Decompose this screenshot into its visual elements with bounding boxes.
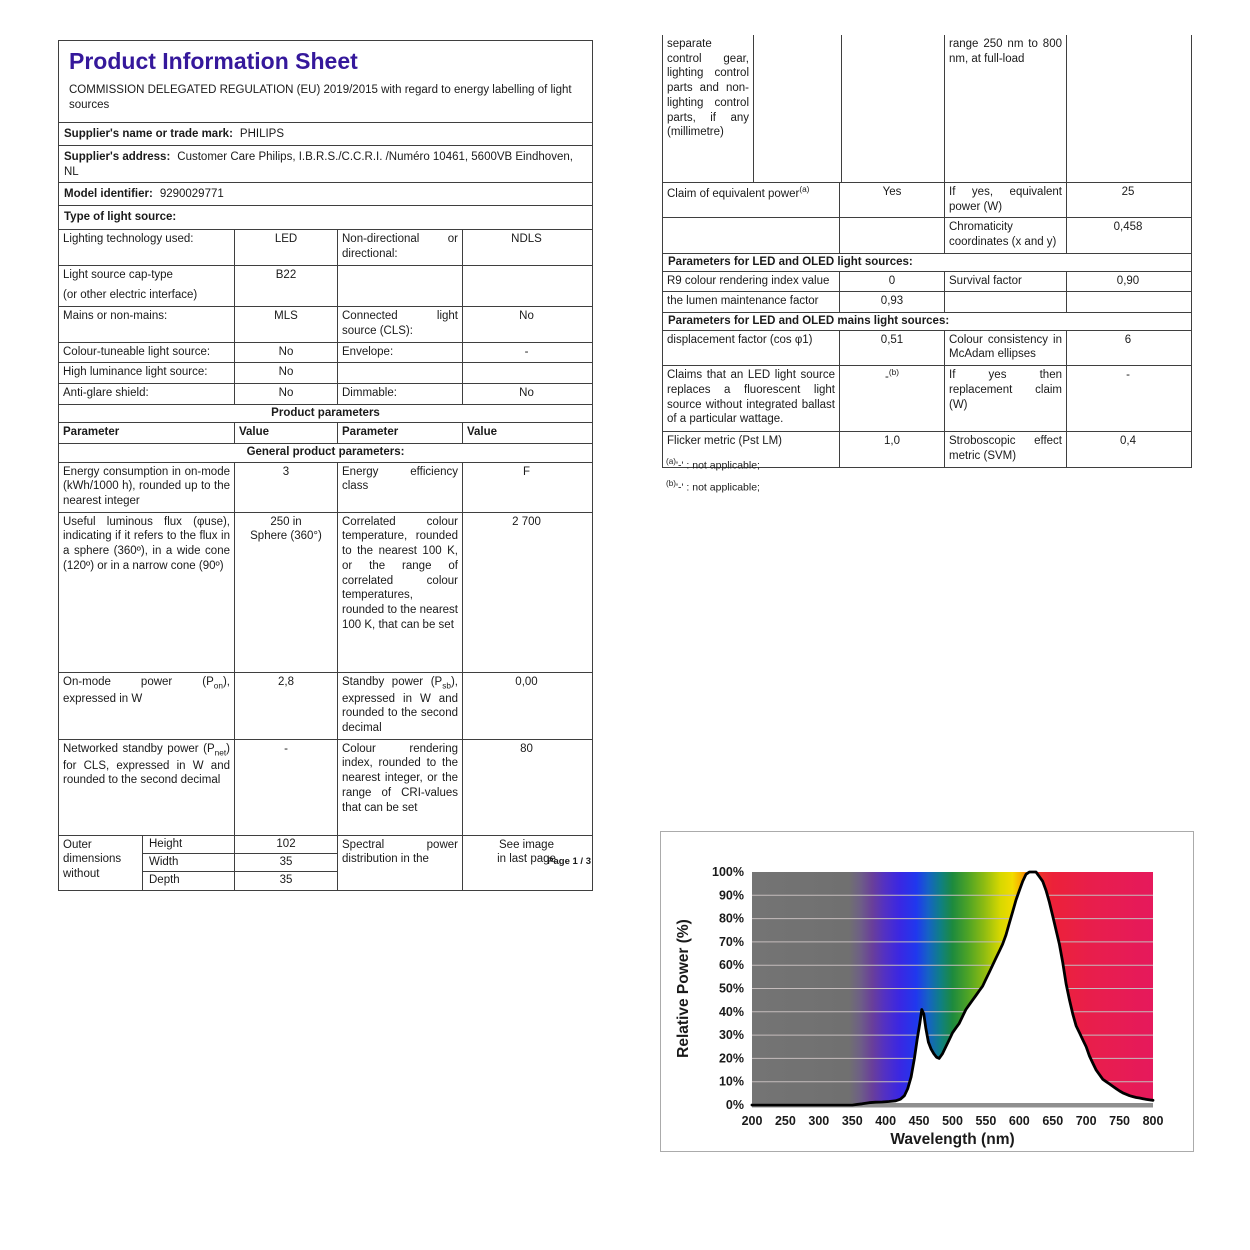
value-cell: -	[1066, 366, 1189, 431]
y-tick-label: 0%	[725, 1098, 744, 1112]
param-cell: Colour consistency in McAdam ellipses	[944, 331, 1066, 365]
value-cell	[1066, 292, 1189, 312]
param-cell: If yes, equivalent power (W)	[944, 183, 1066, 217]
onmode-sub: on	[213, 680, 223, 690]
flux-value-line2: Sphere (360°)	[250, 530, 322, 543]
param-cell: R9 colour rendering index value	[667, 274, 830, 287]
y-tick-label: 70%	[718, 934, 744, 949]
column-header: Value	[234, 423, 337, 443]
networked-label-post: ) for CLS, expressed in W and rounded to the second decimal	[63, 742, 230, 787]
table-row	[59, 739, 592, 835]
column-header: Value	[462, 423, 590, 443]
dimension-value: 35	[234, 872, 337, 889]
x-tick-label: 550	[975, 1114, 997, 1128]
y-tick-label: 20%	[718, 1051, 744, 1066]
table-row	[59, 512, 592, 672]
param-cell: displacement factor (cos φ1)	[667, 333, 813, 346]
cap-type-line1: Light source cap-type	[63, 268, 173, 281]
table-row	[59, 342, 592, 363]
networked-sub: net	[214, 748, 227, 757]
value-cell: 0,90	[1066, 272, 1189, 292]
supplier-address-value: Customer Care Philips, I.B.R.S./C.C.R.I. /Numéro 10461, 5600VB Eindhoven, NL	[64, 150, 573, 178]
x-tick-label: 450	[908, 1114, 930, 1128]
y-tick-label: 50%	[718, 981, 744, 996]
dimension-line	[142, 871, 337, 889]
param-cell: separate control gear, lighting control parts and non-lighting control parts, if any (millimetre)	[667, 38, 749, 139]
model-row	[59, 182, 592, 205]
claim-label: Claim of equivalent power	[667, 187, 800, 200]
value-cell	[839, 218, 944, 252]
param-cell: Energy consumption in on-mode (kWh/1000 h), rounded up to the nearest integer	[63, 465, 230, 507]
value-cell: 0	[839, 272, 944, 292]
claims-dash: -	[885, 371, 889, 384]
x-tick-label: 350	[841, 1114, 863, 1128]
value-cell: MLS	[234, 307, 337, 341]
value-cell: LED	[234, 230, 337, 264]
claims-footnote-ref: (b)	[888, 368, 899, 378]
param-cell: Spectral power distribution in the	[337, 836, 462, 890]
param-cell	[59, 673, 234, 739]
section-header-row	[59, 404, 592, 422]
table-row	[59, 383, 592, 404]
value-cell: 6	[1066, 331, 1189, 365]
section-header-row	[59, 443, 592, 462]
param-cell	[663, 218, 839, 252]
table-row	[663, 217, 1191, 252]
footnote-a-marker: (a)	[666, 457, 676, 466]
product-params-header: Product parameters	[271, 406, 380, 419]
param-cell: Anti-glare shield:	[63, 387, 149, 400]
param-cell	[337, 673, 462, 739]
section-header-row	[663, 253, 1191, 271]
dimension-value: 35	[234, 854, 337, 871]
table-row	[663, 182, 1191, 217]
value-cell: No	[234, 343, 337, 363]
value-cell: 1,0	[839, 432, 944, 466]
param-cell: Colour rendering index, rounded to the nearest integer, or the range of CRI-values that can be set	[337, 740, 462, 835]
y-axis-title: Relative Power (%)	[675, 919, 692, 1058]
param-cell	[59, 740, 234, 835]
claim-footnote-ref: (a)	[799, 185, 810, 194]
value-cell: 0,458	[1066, 218, 1189, 252]
y-tick-label: 100%	[712, 865, 744, 879]
value-cell: 0,00	[462, 673, 590, 739]
x-tick-label: 250	[774, 1114, 796, 1128]
x-tick-label: 750	[1109, 1114, 1131, 1128]
table-row	[663, 271, 1191, 292]
value-cell: 80	[462, 740, 590, 835]
onmode-label: On-mode power (P	[63, 675, 214, 688]
dimension-label: Depth	[142, 872, 234, 889]
x-tick-label: 800	[1142, 1114, 1164, 1128]
spd-chart	[660, 831, 1194, 1152]
page-2	[662, 35, 1192, 468]
value-cell: Yes	[839, 183, 944, 217]
param-cell	[944, 292, 1066, 312]
param-cell: Colour-tuneable light source:	[63, 345, 211, 358]
dimension-label: Height	[142, 836, 234, 853]
value-cell	[839, 366, 944, 431]
value-cell: No	[234, 384, 337, 404]
x-tick-label: 300	[808, 1114, 830, 1128]
param-cell: range 250 nm to 800 nm, at full-load	[944, 35, 1066, 182]
footnote-a	[666, 457, 760, 472]
footnote-b-marker: (b)	[666, 478, 676, 488]
param-cell: Useful luminous flux (φuse), indicating if it refers to the flux in a sphere (360º), in a wide cone (120º) or in a narrow cone (90º)	[63, 515, 230, 572]
value-cell: -	[234, 740, 337, 835]
value-cell: F	[462, 463, 590, 512]
cap-type-line2: (or other electric interface)	[63, 289, 198, 302]
supplier-address-cell	[64, 150, 587, 179]
onmode-label-post: ), expressed in W	[63, 675, 230, 705]
param-cell: Survival factor	[944, 272, 1066, 292]
dimension-line	[142, 836, 337, 853]
param-cell: Stroboscopic effect metric (SVM)	[944, 432, 1066, 466]
param-cell: Lighting technology used:	[63, 233, 194, 246]
standby-sub: sb	[442, 680, 451, 690]
param-cell: Correlated colour temperature, rounded to the nearest 100 K, or the range of correlated colour temperatures, rounded to the nearest 100 K, that can be set	[337, 513, 462, 672]
see-image-line2: in last page	[497, 853, 556, 866]
param-cell: Claims that an LED light source replaces a fluorescent light source without integrated ballast of a particular wattage.	[667, 369, 835, 426]
supplier-address-label: Supplier's address:	[64, 150, 171, 163]
value-cell	[753, 35, 841, 182]
value-cell	[462, 363, 590, 383]
page-title: Product Information Sheet	[69, 48, 358, 74]
param-cell	[337, 363, 462, 383]
flux-value-line1: 250 in	[270, 515, 302, 528]
table-row	[59, 306, 592, 341]
value-cell	[234, 513, 337, 672]
value-cell: 3	[234, 463, 337, 512]
regulation-text: COMMISSION DELEGATED REGULATION (EU) 2019/2015 with regard to energy labelling of light sources	[69, 84, 572, 112]
footnote-b-text: '-' : not applicable;	[676, 481, 760, 493]
dimension-label: Width	[142, 854, 234, 871]
table-row	[59, 462, 592, 512]
column-header-row	[59, 422, 592, 443]
type-header: Type of light source:	[64, 211, 177, 224]
param-cell: the lumen maintenance factor	[667, 295, 819, 308]
table-row	[59, 362, 592, 383]
table-row	[663, 365, 1191, 431]
networked-label: Networked standby power (P	[63, 742, 215, 755]
model-label: Model identifier:	[64, 188, 153, 201]
spacer-cell	[841, 35, 944, 182]
table-row	[663, 291, 1191, 312]
supplier-name-cell	[64, 127, 284, 142]
param-cell: Non-directional or directional:	[337, 230, 462, 264]
x-axis-title: Wavelength (nm)	[890, 1131, 1015, 1148]
column-header: Parameter	[63, 425, 120, 438]
param-cell	[337, 266, 462, 306]
value-cell	[1066, 35, 1189, 182]
table-row	[59, 265, 592, 306]
x-tick-label: 400	[875, 1114, 897, 1128]
footnote-b	[666, 479, 760, 494]
value-cell: 25	[1066, 183, 1189, 217]
param-cell: Flicker metric (Pst LM)	[667, 435, 782, 448]
model-value: 9290029771	[159, 188, 224, 201]
x-tick-label: 500	[942, 1114, 963, 1128]
param-cell: Outer dimensions without	[63, 838, 122, 881]
type-header-row	[59, 205, 592, 229]
value-cell: 0,93	[839, 292, 944, 312]
supplier-name-row	[59, 122, 592, 145]
param-cell: High luminance light source:	[63, 366, 208, 379]
supplier-name-label: Supplier's name or trade mark:	[64, 127, 233, 140]
led-oled-mains-header: Parameters for LED and OLED mains light sources:	[668, 315, 950, 328]
value-cell: -	[462, 343, 590, 363]
general-params-header: General product parameters:	[246, 445, 405, 458]
supplier-address-row	[59, 145, 592, 182]
param-cell: Mains or non-mains:	[63, 310, 168, 323]
value-cell: No	[462, 307, 590, 341]
table-row	[59, 229, 592, 264]
standby-label-post: ), expressed in W and rounded to the second decimal	[342, 675, 458, 734]
param-cell: Connected light source (CLS):	[337, 307, 462, 341]
param-cell: If yes then replacement claim (W)	[944, 366, 1066, 431]
x-tick-label: 700	[1075, 1114, 1097, 1128]
value-cell: 2,8	[234, 673, 337, 739]
column-header: Parameter	[337, 423, 462, 443]
supplier-name-value: PHILIPS	[239, 127, 285, 140]
value-cell: NDLS	[462, 230, 590, 264]
x-tick-label: 200	[741, 1114, 763, 1128]
section-header-row	[663, 312, 1191, 330]
y-tick-label: 60%	[718, 958, 744, 973]
value-cell: 2 700	[462, 513, 590, 672]
y-tick-label: 90%	[718, 888, 744, 903]
param-cell: Chromaticity coordinates (x and y)	[944, 218, 1066, 252]
led-oled-header: Parameters for LED and OLED light sources:	[668, 255, 913, 268]
see-image-line1: See image	[499, 838, 554, 851]
page1-header	[59, 41, 592, 122]
x-tick-label: 600	[1008, 1114, 1030, 1128]
value-cell: 0,51	[839, 331, 944, 365]
value-cell: No	[462, 384, 590, 404]
y-tick-label: 40%	[718, 1004, 744, 1019]
footnote-a-text: '-' : not applicable;	[676, 459, 760, 472]
page-1	[58, 40, 593, 891]
param-cell: Dimmable:	[337, 384, 462, 404]
param-cell	[663, 183, 839, 217]
param-cell: Energy efficiency class	[337, 463, 462, 512]
value-cell: No	[234, 363, 337, 383]
table-row	[663, 330, 1191, 365]
value-cell: 0,4	[1066, 432, 1189, 466]
param-cell	[59, 266, 234, 306]
spd-svg	[661, 832, 1193, 1151]
dimension-value: 102	[234, 836, 337, 853]
param-cell: Envelope:	[337, 343, 462, 363]
x-tick-label: 650	[1042, 1114, 1064, 1128]
page-footer: Page 1 / 3	[547, 856, 591, 867]
model-cell	[64, 187, 224, 202]
continuation-row	[663, 35, 1191, 182]
value-cell	[462, 266, 590, 306]
footnotes	[666, 456, 760, 500]
table-row	[59, 672, 592, 739]
standby-label: Standby power (P	[342, 675, 443, 688]
y-tick-label: 30%	[718, 1028, 744, 1043]
y-tick-label: 80%	[718, 911, 744, 926]
y-tick-label: 10%	[718, 1074, 744, 1089]
value-cell: B22	[234, 266, 337, 306]
